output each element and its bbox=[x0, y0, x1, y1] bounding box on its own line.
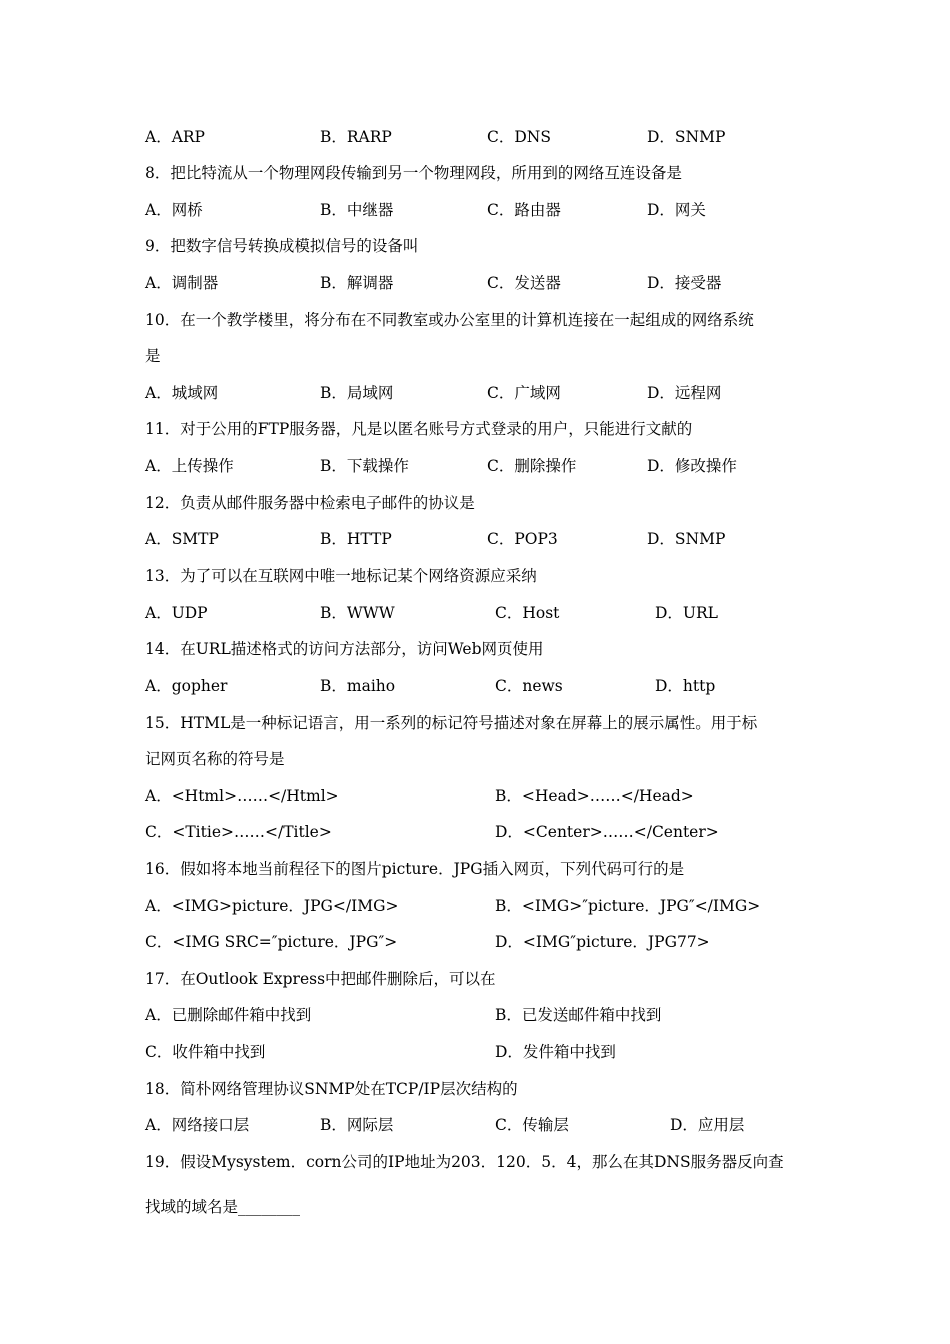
option-c: C．传输层 bbox=[495, 1116, 569, 1134]
question-13: 13．为了可以在互联网中唯一地标记某个网络资源应采纳 bbox=[145, 567, 537, 585]
question-18: 18．简朴网络管理协议SNMP处在TCP/IP层次结构的 bbox=[145, 1080, 518, 1098]
option-c: C．POP3 bbox=[487, 530, 558, 548]
option-b: B．中继器 bbox=[320, 201, 394, 219]
option-b: B．<Head>……</Head> bbox=[495, 787, 694, 805]
option-d: D．URL bbox=[655, 604, 718, 622]
option-d: D．SNMP bbox=[647, 128, 726, 146]
option-a: A．UDP bbox=[145, 604, 208, 622]
question-10-continued: 是 bbox=[145, 347, 161, 365]
question-15: 15．HTML是一种标记语言，用一系列的标记符号描述对象在屏幕上的展示属性。用于标 bbox=[145, 714, 758, 732]
option-b: B．WWW bbox=[320, 604, 395, 622]
option-a: A．已删除邮件箱中找到 bbox=[145, 1006, 312, 1024]
option-a: A．<IMG>picture．JPG</IMG> bbox=[145, 897, 399, 915]
option-a: A．城域网 bbox=[145, 384, 219, 402]
option-c: C．Host bbox=[495, 604, 560, 622]
option-c: C．收件箱中找到 bbox=[145, 1043, 266, 1061]
option-c: C．<IMG SRC=″picture．JPG″> bbox=[145, 933, 398, 951]
question-11: 11．对于公用的FTP服务器，凡是以匿名账号方式登录的用户，只能进行文献的 bbox=[145, 420, 693, 438]
option-b: B．解调器 bbox=[320, 274, 394, 292]
question-17: 17．在Outlook Express中把邮件删除后，可以在 bbox=[145, 970, 496, 988]
option-a: A．网络接口层 bbox=[145, 1116, 250, 1134]
option-d: D．网关 bbox=[647, 201, 706, 219]
option-a: A．ARP bbox=[145, 128, 205, 146]
question-9: 9．把数字信号转换成模拟信号的设备叫 bbox=[145, 237, 419, 255]
option-b: B．RARP bbox=[320, 128, 392, 146]
question-12: 12．负责从邮件服务器中检索电子邮件的协议是 bbox=[145, 494, 475, 512]
option-d: D．接受器 bbox=[647, 274, 722, 292]
question-15-continued: 记网页名称的符号是 bbox=[145, 750, 285, 768]
option-d: D．http bbox=[655, 677, 716, 695]
option-a: A．gopher bbox=[145, 677, 228, 695]
option-a: A．网桥 bbox=[145, 201, 203, 219]
option-a: A．调制器 bbox=[145, 274, 219, 292]
question-16: 16．假如将本地当前程径下的图片picture．JPG插入网页，下列代码可行的是 bbox=[145, 860, 685, 878]
option-d: D．远程网 bbox=[647, 384, 722, 402]
option-d: D．修改操作 bbox=[647, 457, 737, 475]
question-10: 10．在一个教学楼里，将分布在不同教室或办公室里的计算机连接在一起组成的网络系统 bbox=[145, 311, 754, 329]
option-b: B．HTTP bbox=[320, 530, 392, 548]
option-d: D．<IMG″picture．JPG77> bbox=[495, 933, 710, 951]
option-b: B．maiho bbox=[320, 677, 396, 695]
option-b: B．已发送邮件箱中找到 bbox=[495, 1006, 662, 1024]
option-c: C．news bbox=[495, 677, 563, 695]
option-c: C．DNS bbox=[487, 128, 551, 146]
option-c: C．删除操作 bbox=[487, 457, 577, 475]
option-a: A．<Html>……</Html> bbox=[145, 787, 339, 805]
question-19-continued: 找域的域名是________ bbox=[145, 1198, 301, 1216]
option-b: B．网际层 bbox=[320, 1116, 394, 1134]
question-19: 19．假设Mysystem．corn公司的IP地址为203．120．5．4，那么在其DNS服务器反向查 bbox=[145, 1153, 784, 1171]
option-c: C．发送器 bbox=[487, 274, 561, 292]
option-a: A．上传操作 bbox=[145, 457, 234, 475]
option-d: D．<Center>……</Center> bbox=[495, 823, 719, 841]
option-b: B．<IMG>″picture．JPG″</IMG> bbox=[495, 897, 761, 915]
option-d: D．SNMP bbox=[647, 530, 726, 548]
option-d: D．发件箱中找到 bbox=[495, 1043, 616, 1061]
option-c: C．广域网 bbox=[487, 384, 561, 402]
option-c: C．<Titie>……</Title> bbox=[145, 823, 332, 841]
option-a: A．SMTP bbox=[145, 530, 219, 548]
option-b: B．局域网 bbox=[320, 384, 394, 402]
question-8: 8．把比特流从一个物理网段传输到另一个物理网段，所用到的网络互连设备是 bbox=[145, 164, 682, 182]
option-b: B．下载操作 bbox=[320, 457, 409, 475]
option-d: D．应用层 bbox=[670, 1116, 745, 1134]
option-c: C．路由器 bbox=[487, 201, 561, 219]
question-14: 14．在URL描述格式的访问方法部分，访问Web网页使用 bbox=[145, 640, 544, 658]
